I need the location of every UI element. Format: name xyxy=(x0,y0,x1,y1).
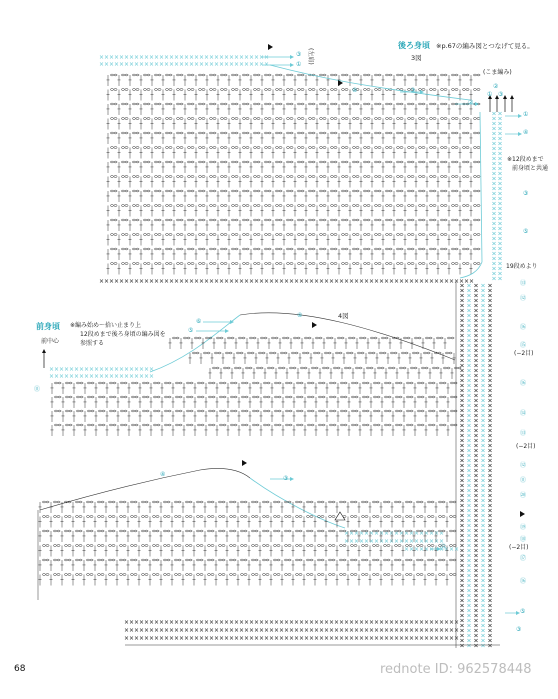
front-lower-marker-4: ④ xyxy=(160,471,166,478)
front-upper-stitch-row xyxy=(51,424,458,436)
row-arrow-front-lower-3-head xyxy=(290,477,294,481)
front-lower-marker-15: ⑮ xyxy=(440,544,447,551)
front-center-label: 前中心 xyxy=(41,338,60,345)
back-stitch-row xyxy=(107,263,481,275)
row-marker-r3: ③ xyxy=(523,190,529,197)
direction-arrow-up-4-head xyxy=(510,95,514,99)
front-marker-5: ⑤ xyxy=(188,327,194,334)
front-shoulder-stitch-row xyxy=(169,337,455,349)
row-marker-r17: ⑰ xyxy=(520,555,527,562)
row-marker-2-top: ② xyxy=(493,83,499,90)
side-strip-column xyxy=(481,284,484,647)
side-triangle-marker xyxy=(520,511,525,517)
front-neck-curve xyxy=(150,315,240,372)
front-marker-11: ⑪ xyxy=(34,386,41,393)
front-upper-stitch-row xyxy=(51,396,458,408)
row-arrow-right-4-head xyxy=(518,132,522,136)
row-arrow-1-head xyxy=(290,63,294,67)
row-marker-r13b: ⑬ xyxy=(520,430,527,437)
row-marker-2-back: ② xyxy=(468,99,474,106)
back-stitch-row xyxy=(107,219,481,231)
side-strip-column xyxy=(488,284,491,647)
row-arrow-right-1-head xyxy=(518,114,522,118)
row-marker-3-start: ③ xyxy=(498,91,504,98)
back-stitch-row xyxy=(107,74,481,86)
stitch-type-label: (こま編み) xyxy=(483,69,512,76)
front-lower-marker-3: ③ xyxy=(283,475,289,482)
back-stitch-row xyxy=(107,234,481,246)
row-arrow-back-2-head xyxy=(475,102,479,106)
left-shoulder-label: (左肩) xyxy=(307,48,314,65)
row-marker-r1: ① xyxy=(523,111,529,118)
row-marker-r16c: ⑯ xyxy=(520,578,527,585)
row-marker-r4: ④ xyxy=(523,129,529,136)
front-lower-stitch-row xyxy=(39,545,457,557)
row-marker-r12b: ⑫ xyxy=(520,462,527,469)
back-stitch-row xyxy=(107,118,481,130)
front-neck-accent-row-1 xyxy=(50,367,153,370)
back-right-accent-column xyxy=(492,112,495,280)
front-bottom-row-1 xyxy=(125,620,458,623)
front-note-line-3: 参照する xyxy=(80,340,105,347)
front-shoulder-stitch-row xyxy=(189,352,456,364)
front-center-arrow-head xyxy=(42,349,46,353)
row-marker-r16: ⑯ xyxy=(520,324,527,331)
back-stitch-row xyxy=(107,205,481,217)
front-lower-accent-row-2 xyxy=(345,539,443,542)
front-body-title: 前身頃 xyxy=(36,322,60,331)
front-lower-stitch-row xyxy=(39,516,457,528)
back-stitch-row xyxy=(107,248,481,260)
side-strip-column xyxy=(460,284,463,647)
front-bottom-row-2 xyxy=(125,628,458,631)
back-stitch-row xyxy=(107,132,481,144)
page-number: 68 xyxy=(14,664,26,674)
watermark-text: rednote ID: 962578448 xyxy=(380,662,532,677)
figure-3-label: 3図 xyxy=(411,54,422,62)
row-marker-r11: ⑪ xyxy=(520,477,527,484)
back-stitch-row xyxy=(107,147,481,159)
row-marker-3-top: ③ xyxy=(296,51,302,58)
front-upper-stitch-row xyxy=(51,410,458,422)
front-upper-stitch-row xyxy=(51,382,458,394)
back-stitch-row xyxy=(107,176,481,188)
row-marker-r14: ⑭ xyxy=(520,410,527,417)
row-marker-r12: ⑫ xyxy=(520,295,527,302)
front-lower-stitch-row xyxy=(39,501,457,513)
row-marker-1-top: ① xyxy=(296,61,302,68)
front-lower-top-curve xyxy=(40,468,250,510)
direction-arrow-up-3-head xyxy=(503,95,507,99)
front-lower-stitch-row xyxy=(39,574,457,586)
back-stitch-row xyxy=(107,89,481,101)
back-bottom-row xyxy=(100,279,473,282)
back-top-accent-row-1 xyxy=(100,55,268,58)
row-marker-r18: ⑱ xyxy=(520,536,527,543)
decrease-label-3: (−2目) xyxy=(509,544,529,551)
front-note-line-2: 12段めまで後ろ身頃の編み図を xyxy=(80,331,166,338)
figure-4-label: 4図 xyxy=(338,312,349,320)
back-body-title: 後ろ身頃 xyxy=(398,41,430,50)
side-note-line-2: 前身頃と共通 xyxy=(512,165,549,172)
front-lower-triangle-marker xyxy=(242,460,247,466)
decrease-label-1: (−2目) xyxy=(514,350,534,357)
side-strip-column xyxy=(467,284,470,647)
row-marker-4-back: ④ xyxy=(352,87,358,94)
side-note-line-1: ※12段めまで xyxy=(507,156,544,163)
row-marker-r5: ⑤ xyxy=(523,228,529,235)
row-marker-r13: ⑬ xyxy=(520,280,527,287)
back-stitch-row xyxy=(107,161,481,173)
back-stitch-row xyxy=(107,190,481,202)
front-lower-stitch-row xyxy=(39,559,457,571)
front-marker-6: ⑥ xyxy=(196,318,202,325)
front-note-line-1: ※編み始め～拾い止まり上 xyxy=(70,322,142,329)
back-right-accent-column-2 xyxy=(498,112,501,280)
back-top-accent-row-2 xyxy=(100,62,268,65)
row-marker-3-back: ③ xyxy=(410,87,416,94)
row-marker-r15: ⑮ xyxy=(520,342,527,349)
row-marker-r19: ⑲ xyxy=(520,524,527,531)
row-marker-r16b: ⑯ xyxy=(520,380,527,387)
row-arrow-front-5-head xyxy=(225,329,229,333)
row-marker-r5b: ⑤ xyxy=(520,608,526,615)
side-strip-column xyxy=(474,284,477,647)
decrease-label-2: (−2目) xyxy=(516,443,536,450)
front-shoulder-stitch-row xyxy=(209,367,462,379)
front-lower-stitch-row xyxy=(39,530,457,542)
front-bottom-row-3 xyxy=(125,636,458,639)
front-turn-triangle-marker xyxy=(312,322,317,328)
row-19-label: 19段めより xyxy=(506,263,538,270)
row-marker-r3b: ③ xyxy=(516,626,522,633)
start-triangle-marker xyxy=(268,44,273,50)
front-neck-accent-row-2 xyxy=(50,374,153,377)
back-body-note: ※p.67の編み図とつなげて見る。 xyxy=(436,42,534,50)
row-arrow-3-head xyxy=(290,55,294,59)
front-marker-4: ④ xyxy=(297,312,303,319)
back-shoulder-curve xyxy=(270,65,470,100)
back-stitch-row xyxy=(107,103,481,115)
row-marker-1-start: ① xyxy=(487,91,493,98)
row-marker-r20: ⑳ xyxy=(520,492,527,499)
